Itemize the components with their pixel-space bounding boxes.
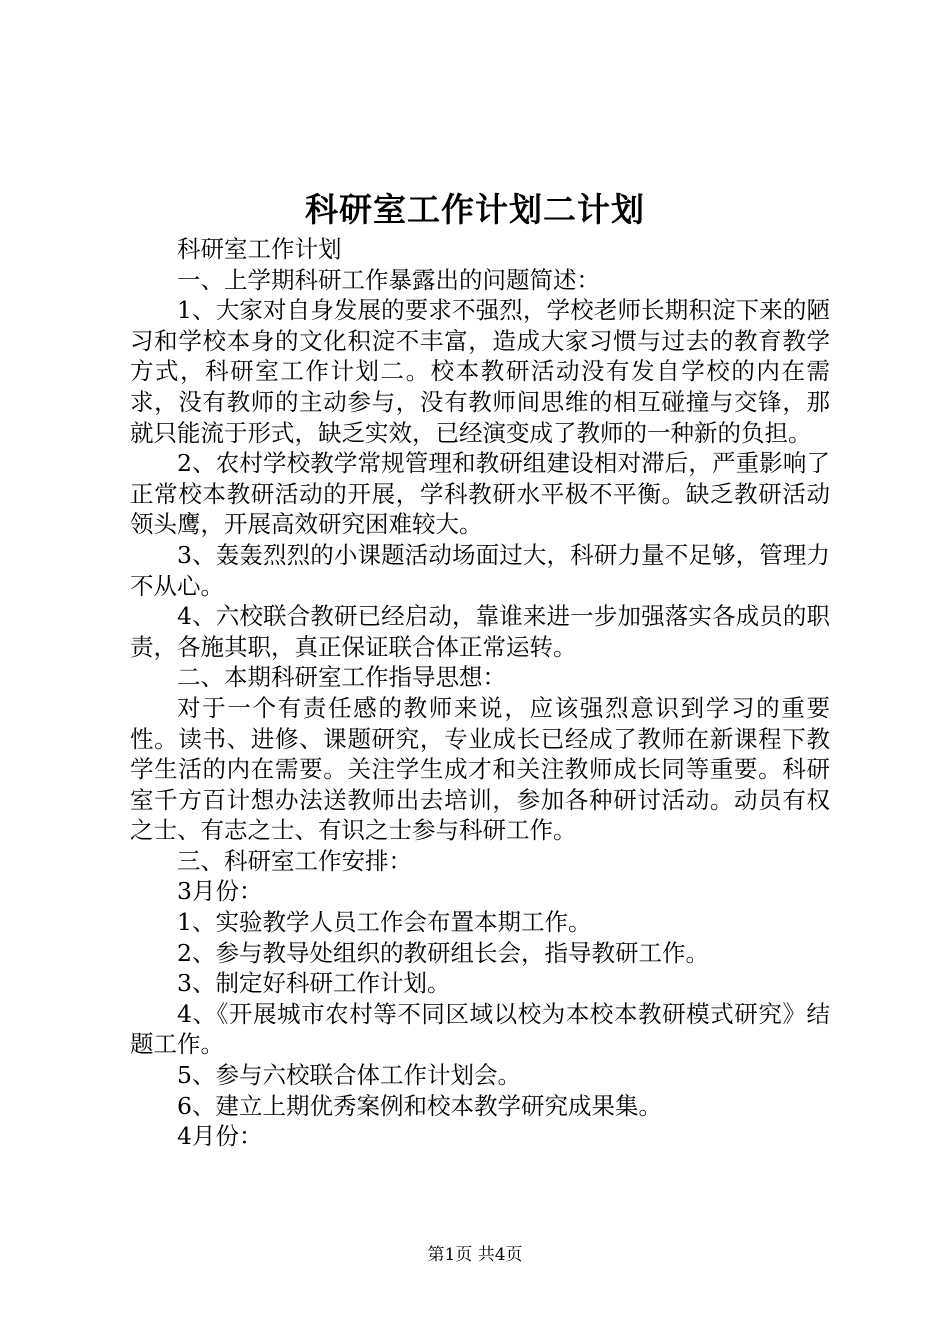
section-heading: 三、科研室工作安排： [177,846,412,875]
list-item: 2、参与教导处组织的教研组长会，指导教研工作。 [177,938,709,967]
list-item: 5、参与六校联合体工作计划会。 [177,1061,521,1090]
list-item: 6、建立上期优秀案例和校本教学研究成果集。 [177,1091,662,1120]
paragraph: 4、六校联合教研已经启动，靠谁来进一步加强落实各成员的职责，各施其职，真正保证联合体正常运转。 [130,602,830,661]
section-heading: 二、本期科研室工作指导思想： [177,663,506,692]
document-body [130,234,830,1152]
paragraph: 3、轰轰烈烈的小课题活动场面过大，科研力量不足够，管理力不从心。 [130,540,830,600]
month-heading: 3月份： [177,877,263,906]
list-item: 1、实验教学人员工作会布置本期工作。 [177,908,592,937]
list-item: 4、《开展城市农村等不同区域以校为本校本教研模式研究》结题工作。 [130,999,830,1059]
document-title: 科研室工作计划二计划 [305,190,645,229]
list-item: 3、制定好科研工作计划。 [177,969,451,998]
section-heading: 一、上学期科研工作暴露出的问题简述： [177,265,600,294]
paragraph: 科研室工作计划 [177,235,342,263]
paragraph: 2、农村学校教学常规管理和教研组建设相对滞后，严重影响了正常校本教研活动的开展，学科教研水平极不平衡。缺乏教研活动领头鹰，开展高效研究困难较大。 [130,449,830,539]
month-heading: 4月份： [177,1122,263,1151]
page-footer: 第1页 共4页 [427,1245,523,1265]
paragraph: 1、大家对自身发展的要求不强烈，学校老师长期积淀下来的陋习和学校本身的文化积淀不丰富，造成大家习惯与过去的教育教学方式，科研室工作计划二。校本教研活动没有发自学校的内在需求，没有教师的主动参与，没有教师间思维的相互碰撞与交锋，那就只能流于形式，缺乏实效，已经演变成了教师的一种新的负担。 [130,296,830,447]
paragraph: 对于一个有责任感的教师来说，应该强烈意识到学习的重要性。读书、进修、课题研究，专业成长已经成了教师在新课程下教学生活的内在需要。关注学生成才和关注教师成长同等重要。科研室千方百计想办法送教师出去培训，参加各种研讨活动。动员有权之士、有志之士、有识之士参与科研工作。 [130,693,830,845]
